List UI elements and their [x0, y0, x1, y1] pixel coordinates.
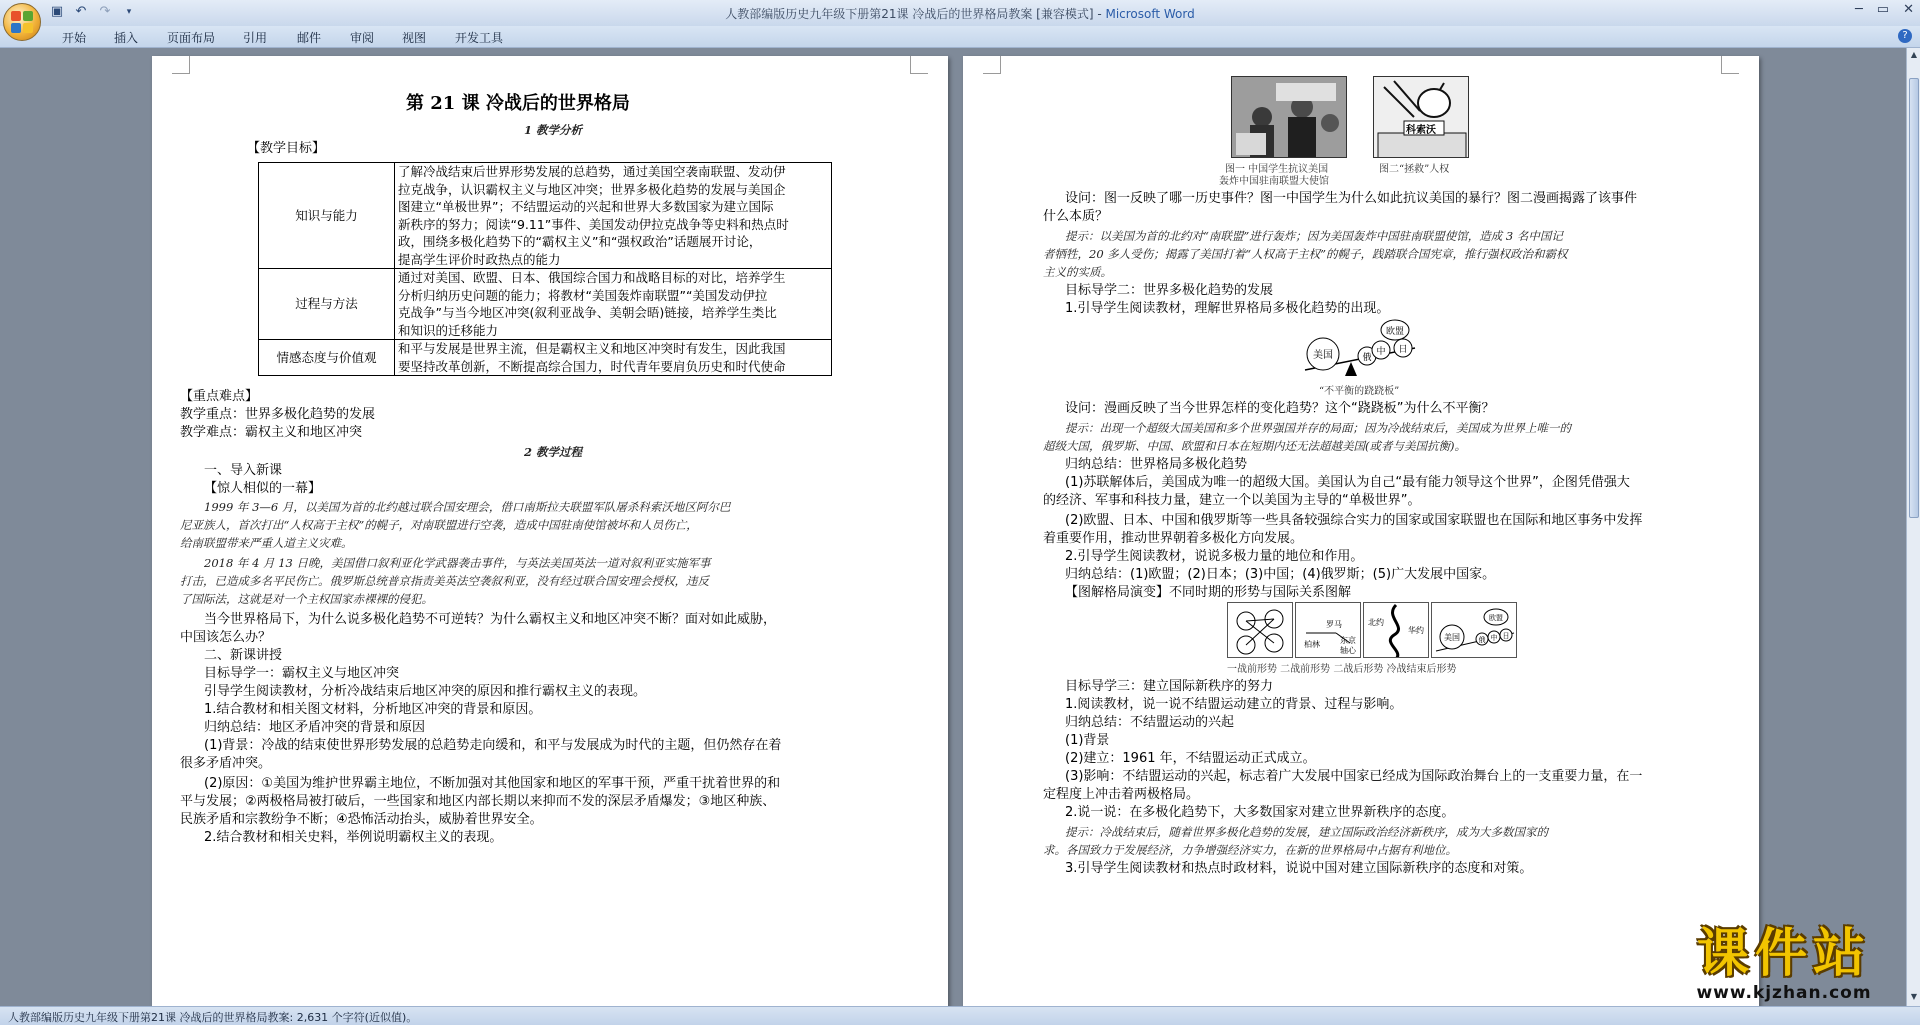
paragraph-line: 民族矛盾和宗教纷争不断；④恐怖活动抬头，威胁着世界安全。 [180, 812, 543, 827]
cartoon-sign-text: 科索沃 [1406, 125, 1436, 136]
corner-mark [172, 56, 190, 74]
goals-heading: 【教学目标】 [247, 141, 326, 156]
paragraph-line: 1.结合教材和相关图文材料，分析地区冲突的背景和原因。 [204, 702, 542, 717]
diagram-label: 北约 [1368, 618, 1384, 627]
paragraph-line: 很多矛盾冲突。 [180, 756, 272, 771]
paragraph-line: (2)欧盟、日本、中国和俄罗斯等一些具备较强综合实力的国家或国家联盟也在国际和地区事务中发挥 [1065, 513, 1643, 528]
corner-mark [983, 56, 1001, 74]
paragraph-line: 了国际法，这就是对一个主权国家赤裸裸的侵犯。 [180, 592, 433, 606]
diagram-label: 俄 [1478, 636, 1486, 644]
table-row-label: 情感态度与价值观 [259, 340, 395, 376]
vertical-scrollbar[interactable] [1906, 48, 1920, 1006]
title-bar [0, 0, 1920, 26]
table-line: 了解冷战结束后世界形势发展的总趋势，通过美国空袭南联盟、发动伊 [398, 164, 786, 179]
tab-references[interactable]: 引用 [243, 31, 268, 45]
diagram-label: 日 [1502, 632, 1510, 640]
paragraph-line: 提示：出现一个超级大国美国和多个世界强国并存的局面；因为冷战结束后，美国成为世界上唯一的 [1065, 421, 1571, 435]
tab-home[interactable]: 开始 [62, 31, 87, 45]
difficult-point: 教学难点：霸权主义和地区冲突 [180, 425, 363, 440]
paragraph-line: 1.阅读教材，说一说不结盟运动建立的背景、过程与影响。 [1065, 697, 1403, 712]
table-row [259, 269, 832, 340]
seesaw-label-eu: 欧盟 [1385, 327, 1405, 337]
scroll-thumb[interactable] [1909, 78, 1919, 518]
diagram-pre-ww1-drawing [1228, 603, 1293, 658]
paragraph-line: 提示：以美国为首的北约对“南联盟”进行轰炸；因为美国轰炸中国驻南联盟使馆，造成 3 名中国记 [1065, 229, 1563, 243]
goal-heading: 目标导学一：霸权主义与地区冲突 [204, 666, 400, 681]
window-controls [1855, 2, 1914, 17]
close-icon[interactable]: ✕ [1903, 2, 1914, 17]
paragraph-line: 超级大国，俄罗斯、中国、欧盟和日本在短期内还无法超越美国(或者与美国抗衡)。 [1043, 439, 1466, 453]
paragraph-line: 的经济、军事和科技力量，建立一个以美国为主导的“单极世界”。 [1043, 493, 1421, 508]
paragraph-line: 求。各国致力于发展经济，力争增强经济实力，在新的世界格局中占据有利地位。 [1043, 843, 1457, 857]
paragraph-line: 2.引导学生阅读教材，说说多极力量的地位和作用。 [1065, 549, 1364, 564]
table-row-label: 过程与方法 [259, 269, 395, 340]
diagram-label: 中 [1490, 634, 1498, 642]
paragraph-line: 当今世界格局下，为什么说多极化趋势不可逆转？为什么霸权主义和地区冲突不断？面对如此威胁， [204, 612, 777, 627]
paragraph-line: 主义的实质。 [1043, 265, 1112, 279]
table-row-content [395, 340, 832, 376]
tab-review[interactable]: 审阅 [350, 31, 375, 45]
figure-caption: 图一 中国学生抗议美国 [1225, 164, 1329, 175]
paragraph-line: 2.结合教材和相关史料，举例说明霸权主义的表现。 [204, 830, 503, 845]
intro-heading: 一、导入新课 [204, 463, 283, 478]
paragraph-line: (3)影响：不结盟运动的兴起，标志着广大发展中国家已经成为国际政治舞台上的一支重要力量，在一 [1065, 769, 1643, 784]
diagram-label: 柏林 [1304, 640, 1320, 649]
paragraph-line: (1)背景 [1065, 733, 1110, 748]
seesaw-label-russia: 俄 [1362, 353, 1372, 363]
diagram-label: 罗马 [1326, 620, 1342, 629]
section-heading: 1 教学分析 [524, 123, 583, 137]
protest-photo [1231, 76, 1347, 158]
watermark-url: www.kjzhan.com [1696, 983, 1872, 1003]
lesson-title: 第 21 课 冷战后的世界格局 [406, 93, 630, 114]
scene-heading: 【惊人相似的一幕】 [204, 481, 322, 496]
diagram-caption: 一战前形势 二战前形势 二战后形势 冷战结束后形势 [1227, 664, 1457, 675]
seesaw-diagram [1303, 318, 1421, 380]
paragraph-line: 引导学生阅读教材，分析冷战结束后地区冲突的原因和推行霸权主义的表现。 [204, 684, 647, 699]
tab-developer[interactable]: 开发工具 [455, 31, 504, 45]
office-logo-icon [11, 11, 33, 33]
seesaw-label-japan: 日 [1398, 345, 1408, 355]
table-row-content [395, 163, 832, 269]
goal-heading: 目标导学二：世界多极化趋势的发展 [1065, 283, 1274, 298]
table-row [259, 340, 832, 376]
table-row-label: 知识与能力 [259, 163, 395, 269]
diagram-label: 华约 [1408, 626, 1424, 635]
paragraph-line: 设问：图一反映了哪一历史事件？图一中国学生为什么如此抗议美国的暴行？图二漫画揭露了该事件 [1065, 191, 1638, 206]
paragraph-line: 定程度上冲击着两极格局。 [1043, 787, 1200, 802]
paragraph-line: 1999 年 3—6 月，以美国为首的北约越过联合国安理会，借口南斯拉夫联盟军队屠杀科索沃地区阿尔巴 [204, 500, 731, 514]
tab-mailings[interactable]: 邮件 [297, 31, 322, 45]
diagram-post-cold-war [1431, 602, 1517, 658]
paragraph-line: 3.引导学生阅读教材和热点时政材料，说说中国对建立国际新秩序的态度和对策。 [1065, 861, 1533, 876]
paragraph-line: 1.引导学生阅读教材，理解世界格局多极化趋势的出现。 [1065, 301, 1390, 316]
seesaw-label-china: 中 [1376, 347, 1386, 357]
seesaw-caption: “不平衡的跷跷板” [1319, 386, 1400, 397]
table-line: 提高学生评价时政热点的能力 [398, 251, 561, 267]
table-line: 政，围绕多极化趋势下的“霸权主义”和“强权政治”话题展开讨论， [398, 234, 762, 249]
undo-icon[interactable]: ↶ [75, 4, 87, 19]
paragraph-line: 归纳总结：地区矛盾冲突的背景和原因 [204, 720, 426, 735]
corner-mark [910, 56, 928, 74]
scroll-down-icon[interactable]: ▼ [1910, 992, 1918, 1001]
key-heading: 【重点难点】 [180, 389, 259, 404]
watermark-text: 课件站 [1696, 924, 1871, 984]
redo-icon[interactable]: ↷ [99, 4, 111, 19]
diagram-label: 美国 [1444, 633, 1460, 642]
paragraph-line: 者牺牲，20 多人受伤；揭露了美国打着“人权高于主权”的幌子，践踏联合国宪章，推行强权政治和霸权 [1043, 247, 1568, 261]
table-line: 和平与发展是世界主流，但是霸权主义和地区冲突时有发生，因此我国 [398, 341, 786, 356]
tab-page-layout[interactable]: 页面布局 [167, 31, 216, 45]
save-icon[interactable]: ▣ [50, 4, 64, 19]
paragraph-line: (2)建立：1961 年，不结盟运动正式成立。 [1065, 751, 1316, 766]
cartoon-image [1373, 76, 1469, 158]
table-line: 分析归纳历史问题的能力；将教材“美国轰炸南联盟”“美国发动伊拉 [398, 287, 768, 303]
diagram-post-ww2-drawing [1364, 603, 1429, 658]
tab-view[interactable]: 视图 [402, 31, 427, 45]
diagram-label: 东京 [1340, 636, 1356, 645]
paragraph-line: (2)原因：①美国为维护世界霸主地位，不断加强对其他国家和地区的军事干预，严重干扰着世界的和 [204, 776, 781, 791]
tab-insert[interactable]: 插入 [114, 31, 139, 45]
watermark-logo [1668, 925, 1900, 1003]
document-title: 人教部编版历史九年级下册第21课 冷战后的世界格局教案 [兼容模式] - [725, 7, 1106, 21]
paragraph-line: 归纳总结：不结盟运动的兴起 [1065, 715, 1235, 730]
diagram-pre-ww2-drawing [1296, 603, 1361, 658]
table-row [259, 163, 832, 269]
table-line: 拉克战争，认识霸权主义与地区冲突；世界多极化趋势的发展与美国企 [398, 181, 786, 197]
paragraph-line: 尼亚族人，首次打出“人权高于主权”的幌子，对南联盟进行空袭，造成中国驻南使馆被坏和人员伤亡， [180, 518, 698, 532]
window-title [0, 5, 1920, 22]
paragraph-line: 中国该怎么办？ [180, 630, 272, 645]
table-line: 新秩序的努力；阅读“9.11”事件、美国发动伊拉克战争等史料和热点时 [398, 216, 789, 232]
paragraph-line: (1)苏联解体后，美国成为唯一的超级大国。美国认为自己“最有能力领导这个世界”，企图凭借强大 [1065, 475, 1630, 490]
paragraph-line: 归纳总结：世界格局多极化趋势 [1065, 457, 1248, 472]
new-lesson-heading: 二、新课讲授 [204, 648, 283, 663]
paragraph-line: 2018 年 4 月 13 日晚，美国借口叙利亚化学武器袭击事件，与英法美国英法一道对叙利亚实施军事 [204, 556, 711, 570]
diagram-pre-ww2 [1295, 602, 1361, 658]
paragraph-line: 什么本质？ [1043, 209, 1109, 224]
paragraph-line: 归纳总结：(1)欧盟；(2)日本；(3)中国；(4)俄罗斯；(5)广大发展中国家。 [1065, 567, 1496, 582]
maximize-icon[interactable]: ▭ [1876, 2, 1890, 17]
diagram-post-cold-war-drawing [1432, 603, 1517, 658]
ribbon-tabs [0, 26, 1920, 48]
table-line: 要坚持改革创新，不断提高综合国力，时代青年要肩负历史和时代使命 [398, 358, 786, 374]
seesaw-label-usa: 美国 [1313, 350, 1333, 361]
objectives-table [258, 162, 832, 376]
paragraph-line: 设问：漫画反映了当今世界怎样的变化趋势？这个“跷跷板”为什么不平衡？ [1065, 401, 1495, 416]
status-bar [0, 1006, 1920, 1025]
diagram-pre-ww1 [1227, 602, 1293, 658]
paragraph-line: 【图解格局演变】不同时期的形势与国际关系图解 [1065, 585, 1352, 600]
minimize-icon[interactable]: ─ [1854, 2, 1863, 17]
paragraph-line: 着重要作用，推动世界朝着多极化方向发展。 [1043, 531, 1304, 546]
page-1[interactable] [152, 56, 948, 1006]
table-line: 图建立“单极世界”；不结盟运动的兴起和世界大多数国家为建立国际 [398, 199, 774, 214]
diagram-post-ww2 [1363, 602, 1429, 658]
table-line: 和知识的迁移能力 [398, 322, 499, 338]
app-name: Microsoft Word [1105, 7, 1195, 21]
office-button[interactable] [3, 3, 41, 41]
help-icon[interactable]: ? [1898, 29, 1912, 43]
paragraph-line: 给南联盟带来严重人道主义灾难。 [180, 536, 353, 550]
paragraph-line: 打击，已造成多名平民伤亡。俄罗斯总统普京指责美英法空袭叙利亚，没有经过联合国安理会授权，违反 [180, 574, 709, 588]
document-area [0, 48, 1906, 1006]
corner-mark [1721, 56, 1739, 74]
protest-photo-image [1232, 77, 1347, 158]
key-point: 教学重点：世界多极化趋势的发展 [180, 407, 376, 422]
paragraph-line: 2.说一说：在多极化趋势下，大多数国家对建立世界新秩序的态度。 [1065, 805, 1455, 820]
goal-heading: 目标导学三：建立国际新秩序的努力 [1065, 679, 1274, 694]
page-2[interactable] [963, 56, 1759, 1006]
table-row-content [395, 269, 832, 340]
table-line: 通过对美国、欧盟、日本、俄国综合国力和战略目标的对比，培养学生 [398, 270, 786, 285]
paragraph-line: 平与发展；②两极格局被打破后，一些国家和地区内部长期以来抑而不发的深层矛盾爆发；③地区种族、 [180, 794, 776, 809]
diagram-label: 轴心 [1340, 646, 1356, 655]
customize-toolbar-icon[interactable]: ▾ [126, 7, 132, 17]
table-line: 克战争”与当今地区冲突(叙利亚战争、美朝会晤)链接，培养学生类比 [398, 305, 777, 320]
figure-caption: 轰炸中国驻南联盟大使馆 [1219, 176, 1329, 187]
scroll-up-icon[interactable]: ▲ [1910, 50, 1918, 59]
status-text: 人教部编版历史九年级下册第21课 冷战后的世界格局教案: 2,631 个字符(近似值)。 [8, 1011, 418, 1024]
paragraph-line: (1)背景：冷战的结束使世界形势发展的总趋势走向缓和，和平与发展成为时代的主题，但仍然存在着 [204, 738, 782, 753]
paragraph-line: 提示：冷战结束后，随着世界多极化趋势的发展，建立国际政治经济新秩序，成为大多数国家的 [1065, 825, 1548, 839]
diagram-label: 欧盟 [1489, 614, 1503, 622]
cartoon-drawing [1374, 77, 1469, 158]
figure-caption: 图二“拯救”人权 [1379, 164, 1450, 175]
section-heading: 2 教学过程 [524, 445, 583, 459]
